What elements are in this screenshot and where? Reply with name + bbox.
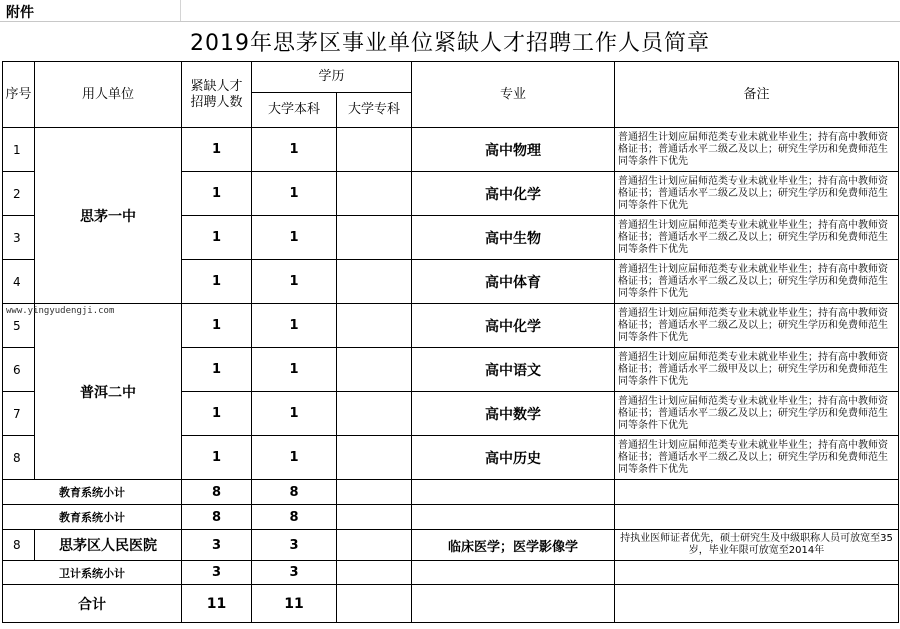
table-row xyxy=(3,304,899,348)
row-count: 1 xyxy=(182,260,252,304)
subtotal-remark xyxy=(615,480,899,505)
unit-name: 思茅一中 xyxy=(35,128,182,304)
row-bachelor: 1 xyxy=(252,304,337,348)
row-count: 1 xyxy=(182,172,252,216)
subtotal-bachelor: 8 xyxy=(252,480,337,505)
row-college xyxy=(337,216,412,260)
subtotal-major xyxy=(412,505,615,530)
watermark: www.yingyudengji.com xyxy=(6,306,115,316)
row-remark: 普通招生计划应届师范类专业未就业毕业生；持有高中教师资格证书；普通话水平二级乙及以上；研究生学历和免费师范生同等条件下优先 xyxy=(615,392,899,436)
row-major: 高中化学 xyxy=(412,304,615,348)
row-college xyxy=(337,530,412,561)
row-major: 高中数学 xyxy=(412,392,615,436)
row-remark: 普通招生计划应届师范类专业未就业毕业生；持有高中教师资格证书；普通话水平二级甲及以上；研究生学历和免费师范生同等条件下优先 xyxy=(615,348,899,392)
header-divider xyxy=(0,21,900,22)
subtotal-college xyxy=(337,480,412,505)
header-remark: 备注 xyxy=(615,62,899,128)
attachment-label: 附件 xyxy=(6,5,34,21)
row-college xyxy=(337,260,412,304)
table-row xyxy=(3,530,899,561)
row-major: 临床医学；医学影像学 xyxy=(412,530,615,561)
row-college xyxy=(337,304,412,348)
subtotal-label: 教育系统小计 xyxy=(3,480,182,505)
header-seq: 序号 xyxy=(3,62,35,128)
subtotal-bachelor: 8 xyxy=(252,505,337,530)
subtotal-count: 3 xyxy=(182,561,252,585)
subtotal-major xyxy=(412,561,615,585)
row-major: 高中生物 xyxy=(412,216,615,260)
subtotal-major xyxy=(412,480,615,505)
row-count: 1 xyxy=(182,436,252,480)
row-remark: 普通招生计划应届师范类专业未就业毕业生；持有高中教师资格证书；普通话水平二级乙及以上；研究生学历和免费师范生同等条件下优先 xyxy=(615,436,899,480)
subtotal-remark xyxy=(615,505,899,530)
subtotal-row xyxy=(3,480,899,505)
row-seq: 1 xyxy=(3,128,35,172)
row-college xyxy=(337,172,412,216)
row-college xyxy=(337,392,412,436)
subtotal-row xyxy=(3,505,899,530)
unit-name: 普洱二中 xyxy=(35,304,182,480)
row-major: 高中物理 xyxy=(412,128,615,172)
total-row xyxy=(3,585,899,623)
row-seq: 3 xyxy=(3,216,35,260)
row-seq: 4 xyxy=(3,260,35,304)
subtotal-label: 卫计系统小计 xyxy=(3,561,182,585)
row-count: 3 xyxy=(182,530,252,561)
total-count: 11 xyxy=(182,585,252,623)
subtotal-count: 8 xyxy=(182,505,252,530)
row-college xyxy=(337,348,412,392)
row-remark: 持执业医师证者优先，硕士研究生及中级职称人员可放宽至35岁，毕业年限可放宽至2014年 xyxy=(615,530,899,561)
row-seq: 8 xyxy=(3,436,35,480)
subtotal-remark xyxy=(615,561,899,585)
unit-name: 思茅区人民医院 xyxy=(35,530,182,561)
row-major: 高中语文 xyxy=(412,348,615,392)
row-count: 1 xyxy=(182,128,252,172)
row-bachelor: 1 xyxy=(252,392,337,436)
header-college: 大学专科 xyxy=(337,93,412,128)
row-bachelor: 1 xyxy=(252,348,337,392)
row-major: 高中历史 xyxy=(412,436,615,480)
row-seq: 6 xyxy=(3,348,35,392)
row-count: 1 xyxy=(182,304,252,348)
row-bachelor: 1 xyxy=(252,128,337,172)
row-remark: 普通招生计划应届师范类专业未就业毕业生；持有高中教师资格证书；普通话水平二级乙及以上；研究生学历和免费师范生同等条件下优先 xyxy=(615,304,899,348)
row-remark: 普通招生计划应届师范类专业未就业毕业生；持有高中教师资格证书；普通话水平二级乙及以上；研究生学历和免费师范生同等条件下优先 xyxy=(615,260,899,304)
header-major: 专业 xyxy=(412,62,615,128)
subtotal-college xyxy=(337,505,412,530)
total-bachelor: 11 xyxy=(252,585,337,623)
total-college xyxy=(337,585,412,623)
recruitment-table xyxy=(2,61,899,623)
subtotal-bachelor: 3 xyxy=(252,561,337,585)
table-row xyxy=(3,128,899,172)
subtotal-label: 教育系统小计 xyxy=(3,505,182,530)
row-bachelor: 1 xyxy=(252,216,337,260)
row-seq: 2 xyxy=(3,172,35,216)
total-remark xyxy=(615,585,899,623)
row-seq: 7 xyxy=(3,392,35,436)
row-count: 1 xyxy=(182,348,252,392)
header-education: 学历 xyxy=(252,62,412,93)
row-bachelor: 1 xyxy=(252,436,337,480)
header-count: 紧缺人才招聘人数 xyxy=(182,62,252,128)
row-bachelor: 3 xyxy=(252,530,337,561)
subtotal-college xyxy=(337,561,412,585)
header-unit: 用人单位 xyxy=(35,62,182,128)
cell-gridline xyxy=(180,0,181,21)
row-major: 高中化学 xyxy=(412,172,615,216)
row-bachelor: 1 xyxy=(252,260,337,304)
row-college xyxy=(337,436,412,480)
row-remark: 普通招生计划应届师范类专业未就业毕业生；持有高中教师资格证书；普通话水平二级乙及以上；研究生学历和免费师范生同等条件下优先 xyxy=(615,216,899,260)
total-label: 合计 xyxy=(3,585,182,623)
row-bachelor: 1 xyxy=(252,172,337,216)
subtotal-row xyxy=(3,561,899,585)
row-major: 高中体育 xyxy=(412,260,615,304)
row-college xyxy=(337,128,412,172)
row-count: 1 xyxy=(182,216,252,260)
row-seq: 8 xyxy=(3,530,35,561)
row-count: 1 xyxy=(182,392,252,436)
header-bachelor: 大学本科 xyxy=(252,93,337,128)
subtotal-count: 8 xyxy=(182,480,252,505)
total-major xyxy=(412,585,615,623)
page-title: 2019年思茅区事业单位紧缺人才招聘工作人员简章 xyxy=(190,31,710,56)
row-remark: 普通招生计划应届师范类专业未就业毕业生；持有高中教师资格证书；普通话水平二级乙及以上；研究生学历和免费师范生同等条件下优先 xyxy=(615,172,899,216)
row-seq: 5 xyxy=(3,304,35,348)
row-remark: 普通招生计划应届师范类专业未就业毕业生；持有高中教师资格证书；普通话水平二级乙及以上；研究生学历和免费师范生同等条件下优先 xyxy=(615,128,899,172)
